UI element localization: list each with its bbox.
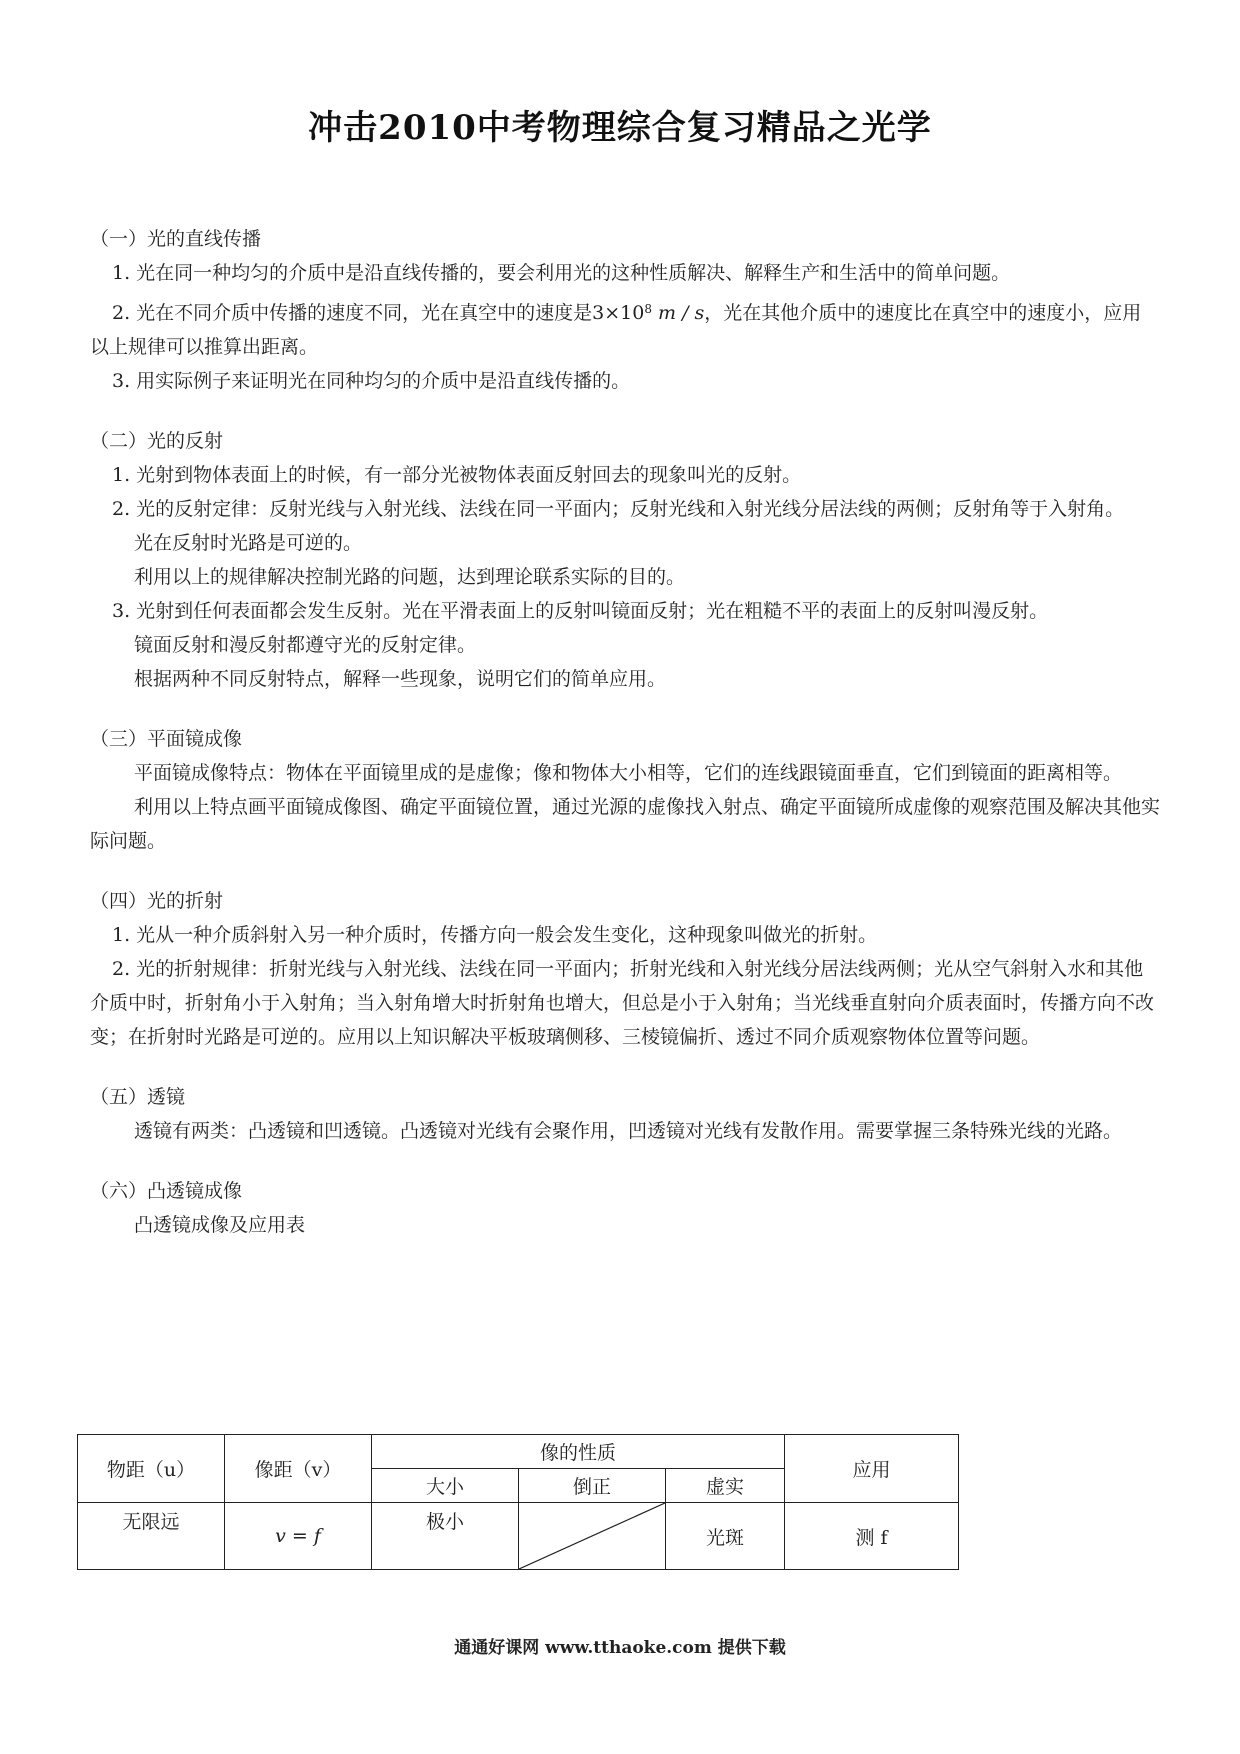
paragraph: 利用以上的规律解决控制光路的问题，达到理论联系实际的目的。 bbox=[134, 566, 686, 588]
paragraph: 平面镜成像特点：物体在平面镜里成的是虚像；像和物体大小相等，它们的连线跟镜面垂直，它们到镜面的距离相等。 bbox=[134, 762, 1123, 784]
table-subheader-orientation: 倒正 bbox=[519, 1469, 666, 1503]
exponent: 8 bbox=[644, 302, 652, 316]
table-caption: 凸透镜成像及应用表 bbox=[134, 1214, 306, 1236]
table-subheader-real-virtual: 虚实 bbox=[666, 1469, 785, 1503]
document-body bbox=[90, 222, 1160, 1242]
paragraph: 利用以上特点画平面镜成像图、确定平面镜位置，通过光源的虚像找入射点、确定平面镜所成虚像的观察范围及解决其他实际问题。 bbox=[90, 796, 1161, 852]
section-heading: （五）透镜 bbox=[90, 1086, 186, 1108]
section-heading: （四）光的折射 bbox=[90, 890, 224, 912]
section-heading: （二）光的反射 bbox=[90, 430, 224, 452]
paragraph: 3. 光射到任何表面都会发生反射。光在平滑表面上的反射叫镜面反射；光在粗糙不平的表面上的反射叫漫反射。 bbox=[112, 600, 1049, 622]
page-footer: 通通好课网 www.tthaoke.com 提供下载 bbox=[454, 1638, 786, 1658]
table-header-image-nature: 像的性质 bbox=[372, 1435, 785, 1469]
diagonal-slash bbox=[519, 1503, 665, 1569]
section-heading: （一）光的直线传播 bbox=[90, 228, 262, 250]
table-row bbox=[78, 1503, 959, 1570]
paragraph: 镜面反射和漫反射都遵守光的反射定律。 bbox=[134, 634, 477, 656]
paragraph: 2. 光的折射规律：折射光线与入射光线、法线在同一平面内；折射光线和入射光线分居法线两侧；光从空气斜射入水和其他介质中时，折射角小于入射角；当入射角增大时折射角也增大，但总是小于入射角；当光线垂直射向介质表面时，传播方向不改变；在折射时光路是可逆的。应用以上知识解决平板玻璃侧移、三棱镜偏折、透过不同介质观察物体位置等问题。 bbox=[90, 958, 1155, 1048]
table-header-application: 应用 bbox=[785, 1435, 959, 1503]
paragraph-text: 2. 光在不同介质中传播的速度不同，光在真空中的速度是3×10 bbox=[112, 302, 645, 324]
table-header-image-distance: 像距（v） bbox=[225, 1435, 372, 1503]
document-title: 冲击2010中考物理综合复习精品之光学 bbox=[308, 108, 932, 148]
section-5 bbox=[90, 1080, 1160, 1148]
unit-text: m / s bbox=[658, 302, 705, 324]
paragraph: 3. 用实际例子来证明光在同种均匀的介质中是沿直线传播的。 bbox=[112, 370, 631, 392]
table-cell-application: 测 f bbox=[785, 1503, 959, 1570]
section-heading: （三）平面镜成像 bbox=[90, 728, 243, 750]
table-cell-orientation-empty bbox=[519, 1503, 666, 1570]
paragraph-text: ，光在其他介质中的速度比在真空中的速度小，应用以上规律可以推算出距离。 bbox=[90, 302, 1142, 358]
section-6 bbox=[90, 1174, 1160, 1242]
table-cell-size: 极小 bbox=[372, 1503, 519, 1570]
table-header-object-distance: 物距（u） bbox=[78, 1435, 225, 1503]
paragraph: 1. 光射到物体表面上的时候，有一部分光被物体表面反射回去的现象叫光的反射。 bbox=[112, 464, 802, 486]
table-cell-object: 无限远 bbox=[78, 1503, 225, 1570]
section-2 bbox=[90, 424, 1160, 696]
section-1 bbox=[90, 222, 1160, 398]
table-cell-real-virtual: 光斑 bbox=[666, 1503, 785, 1570]
paragraph: 透镜有两类：凸透镜和凹透镜。凸透镜对光线有会聚作用，凹透镜对光线有发散作用。需要掌握三条特殊光线的光路。 bbox=[134, 1120, 1123, 1142]
table-cell-image: v = f bbox=[225, 1503, 372, 1570]
paragraph: 根据两种不同反射特点，解释一些现象，说明它们的简单应用。 bbox=[134, 668, 667, 690]
paragraph: 1. 光从一种介质斜射入另一种介质时，传播方向一般会发生变化，这种现象叫做光的折射。 bbox=[112, 924, 878, 946]
paragraph: 1. 光在同一种均匀的介质中是沿直线传播的，要会利用光的这种性质解决、解释生产和生活中的简单问题。 bbox=[112, 262, 1011, 284]
paragraph: 2. 光的反射定律：反射光线与入射光线、法线在同一平面内；反射光线和入射光线分居法线的两侧；反射角等于入射角。 bbox=[112, 498, 1125, 520]
table-subheader-size: 大小 bbox=[372, 1469, 519, 1503]
section-4 bbox=[90, 884, 1160, 1054]
section-heading: （六）凸透镜成像 bbox=[90, 1180, 243, 1202]
paragraph: 光在反射时光路是可逆的。 bbox=[134, 532, 363, 554]
section-3 bbox=[90, 722, 1160, 858]
lens-imaging-table bbox=[77, 1434, 959, 1570]
paragraph bbox=[90, 296, 1160, 364]
